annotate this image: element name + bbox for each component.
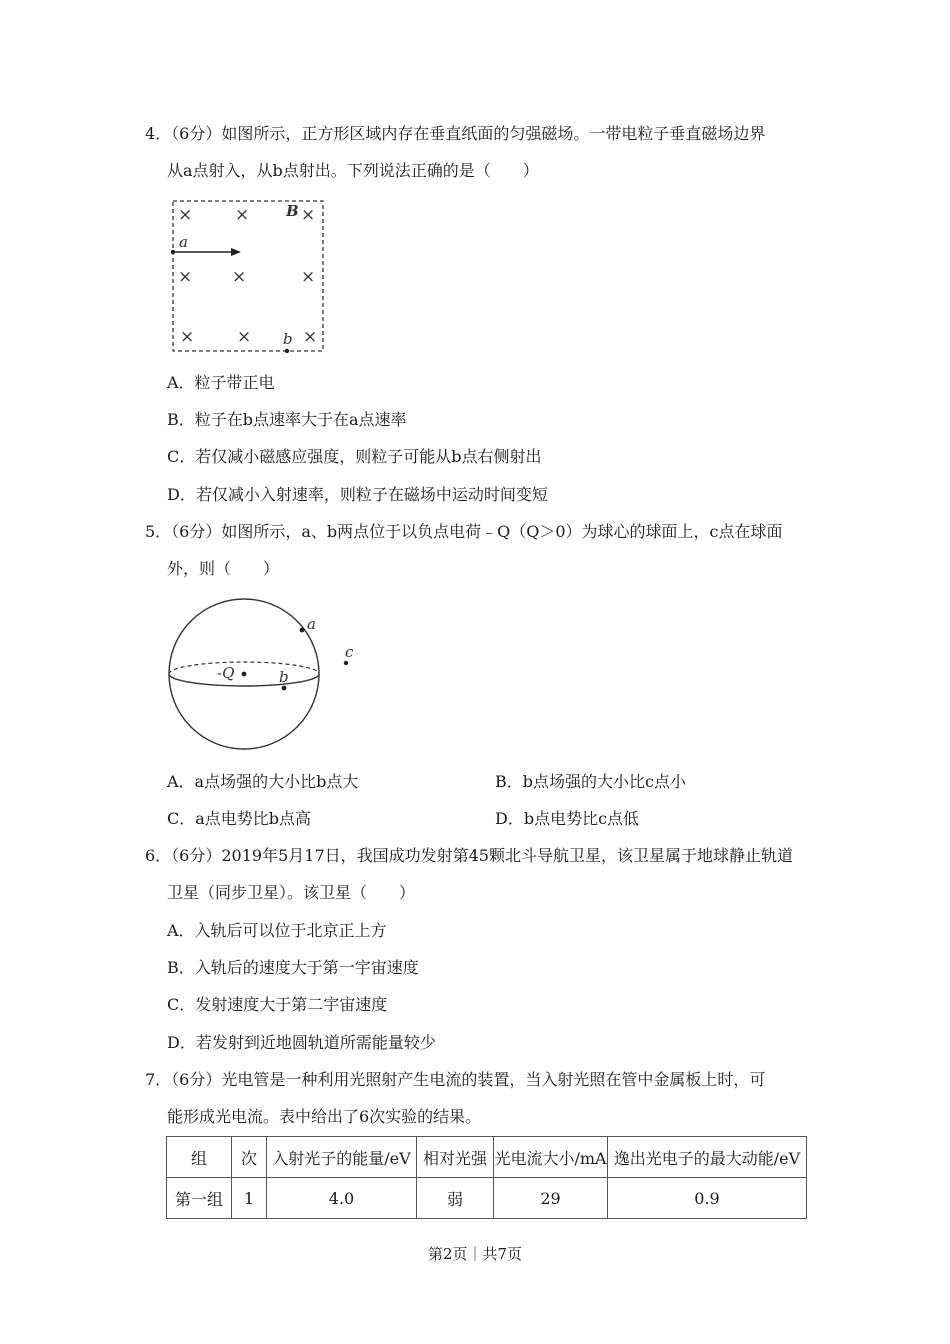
q4-stem-line2: 从a点射入，从b点射出。下列说法正确的是（ ）	[167, 161, 539, 180]
table-cell: 29	[494, 1178, 608, 1219]
point-b	[285, 349, 289, 353]
table-header-cell: 光电流大小/mA	[494, 1137, 608, 1178]
q4-option-c: C．若仅减小磁感应强度，则粒子可能从b点右侧射出	[167, 447, 542, 466]
q5-option-b: B．b点场强的大小比c点小	[495, 772, 686, 791]
cross-icon: ×	[178, 267, 193, 287]
label-b: b	[283, 330, 293, 348]
cross-icon: ×	[180, 327, 195, 347]
label-b: b	[279, 668, 289, 686]
arrow-head-icon	[231, 248, 241, 256]
label-c: c	[345, 643, 354, 661]
table-cell: 0.9	[608, 1178, 807, 1219]
table-cell: 弱	[417, 1178, 494, 1219]
q6-stem-line1: 6．（6分）2019年5月17日，我国成功发射第45颗北斗导航卫星，该卫星属于地球静止轨道	[145, 846, 793, 865]
q7-stem-line2: 能形成光电流。表中给出了6次实验的结果。	[167, 1107, 482, 1126]
q6-stem-line2: 卫星（同步卫星）。该卫星（ ）	[167, 883, 416, 902]
q4-option-d: D．若仅减小入射速率，则粒子在磁场中运动时间变短	[167, 485, 548, 504]
q6-option-a: A．入轨后可以位于北京正上方	[167, 921, 387, 940]
label-a: a	[179, 233, 188, 251]
q4-option-b: B．粒子在b点速率大于在a点速率	[167, 410, 407, 429]
q4-stem-line1: 4．（6分）如图所示，正方形区域内存在垂直纸面的匀强磁场。一带电粒子垂直磁场边界	[145, 124, 766, 143]
label-B: B	[286, 202, 299, 220]
page-footer: 第2页｜共7页	[427, 1245, 523, 1263]
field-cross-marks	[178, 205, 317, 347]
q5-stem-line2: 外，则（ ）	[167, 559, 280, 578]
q7-stem-line1: 7．（6分）光电管是一种利用光照射产生电流的装置，当入射光照在管中金属板上时，可	[145, 1070, 766, 1089]
cross-icon: ×	[235, 205, 250, 225]
q5-option-a: A．a点场强的大小比b点大	[167, 772, 359, 791]
q6-option-d: D．若发射到近地圆轨道所需能量较少	[167, 1033, 436, 1052]
table-header-row	[167, 1137, 807, 1178]
table-cell: 1	[232, 1178, 267, 1219]
table-header-cell: 逸出光电子的最大动能/eV	[608, 1137, 807, 1178]
cross-icon: ×	[237, 327, 252, 347]
table-cell: 4.0	[267, 1178, 417, 1219]
cross-icon: ×	[232, 267, 247, 287]
cross-icon: ×	[301, 267, 316, 287]
cross-icon: ×	[301, 205, 316, 225]
q5-stem-line1: 5．（6分）如图所示，a、b两点位于以负点电荷﹣Q（Q＞0）为球心的球面上，c点在球面	[145, 522, 783, 541]
q7-results-table	[166, 1136, 807, 1219]
point-b	[282, 686, 287, 691]
label-neg-q: -Q	[217, 664, 235, 682]
cross-icon: ×	[303, 327, 318, 347]
table-header-cell: 相对光强	[417, 1137, 494, 1178]
q4-magnetic-field-figure	[165, 195, 335, 360]
table-header-cell: 入射光子的能量/eV	[267, 1137, 417, 1178]
q6-option-c: C．发射速度大于第二宇宙速度	[167, 995, 388, 1014]
label-a: a	[307, 615, 316, 633]
charge-point	[242, 672, 247, 677]
q5-sphere-figure	[160, 595, 370, 760]
q4-option-a: A．粒子带正电	[167, 373, 275, 392]
point-c	[344, 661, 348, 665]
q5-option-d: D．b点电势比c点低	[495, 809, 640, 828]
table-header-cell: 组	[167, 1137, 232, 1178]
table-cell: 第一组	[167, 1178, 232, 1219]
q6-option-b: B．入轨后的速度大于第一宇宙速度	[167, 958, 419, 977]
table-header-cell: 次	[232, 1137, 267, 1178]
table-row	[167, 1178, 807, 1219]
q5-option-c: C．a点电势比b点高	[167, 809, 312, 828]
point-a	[300, 628, 305, 633]
cross-icon: ×	[178, 205, 193, 225]
